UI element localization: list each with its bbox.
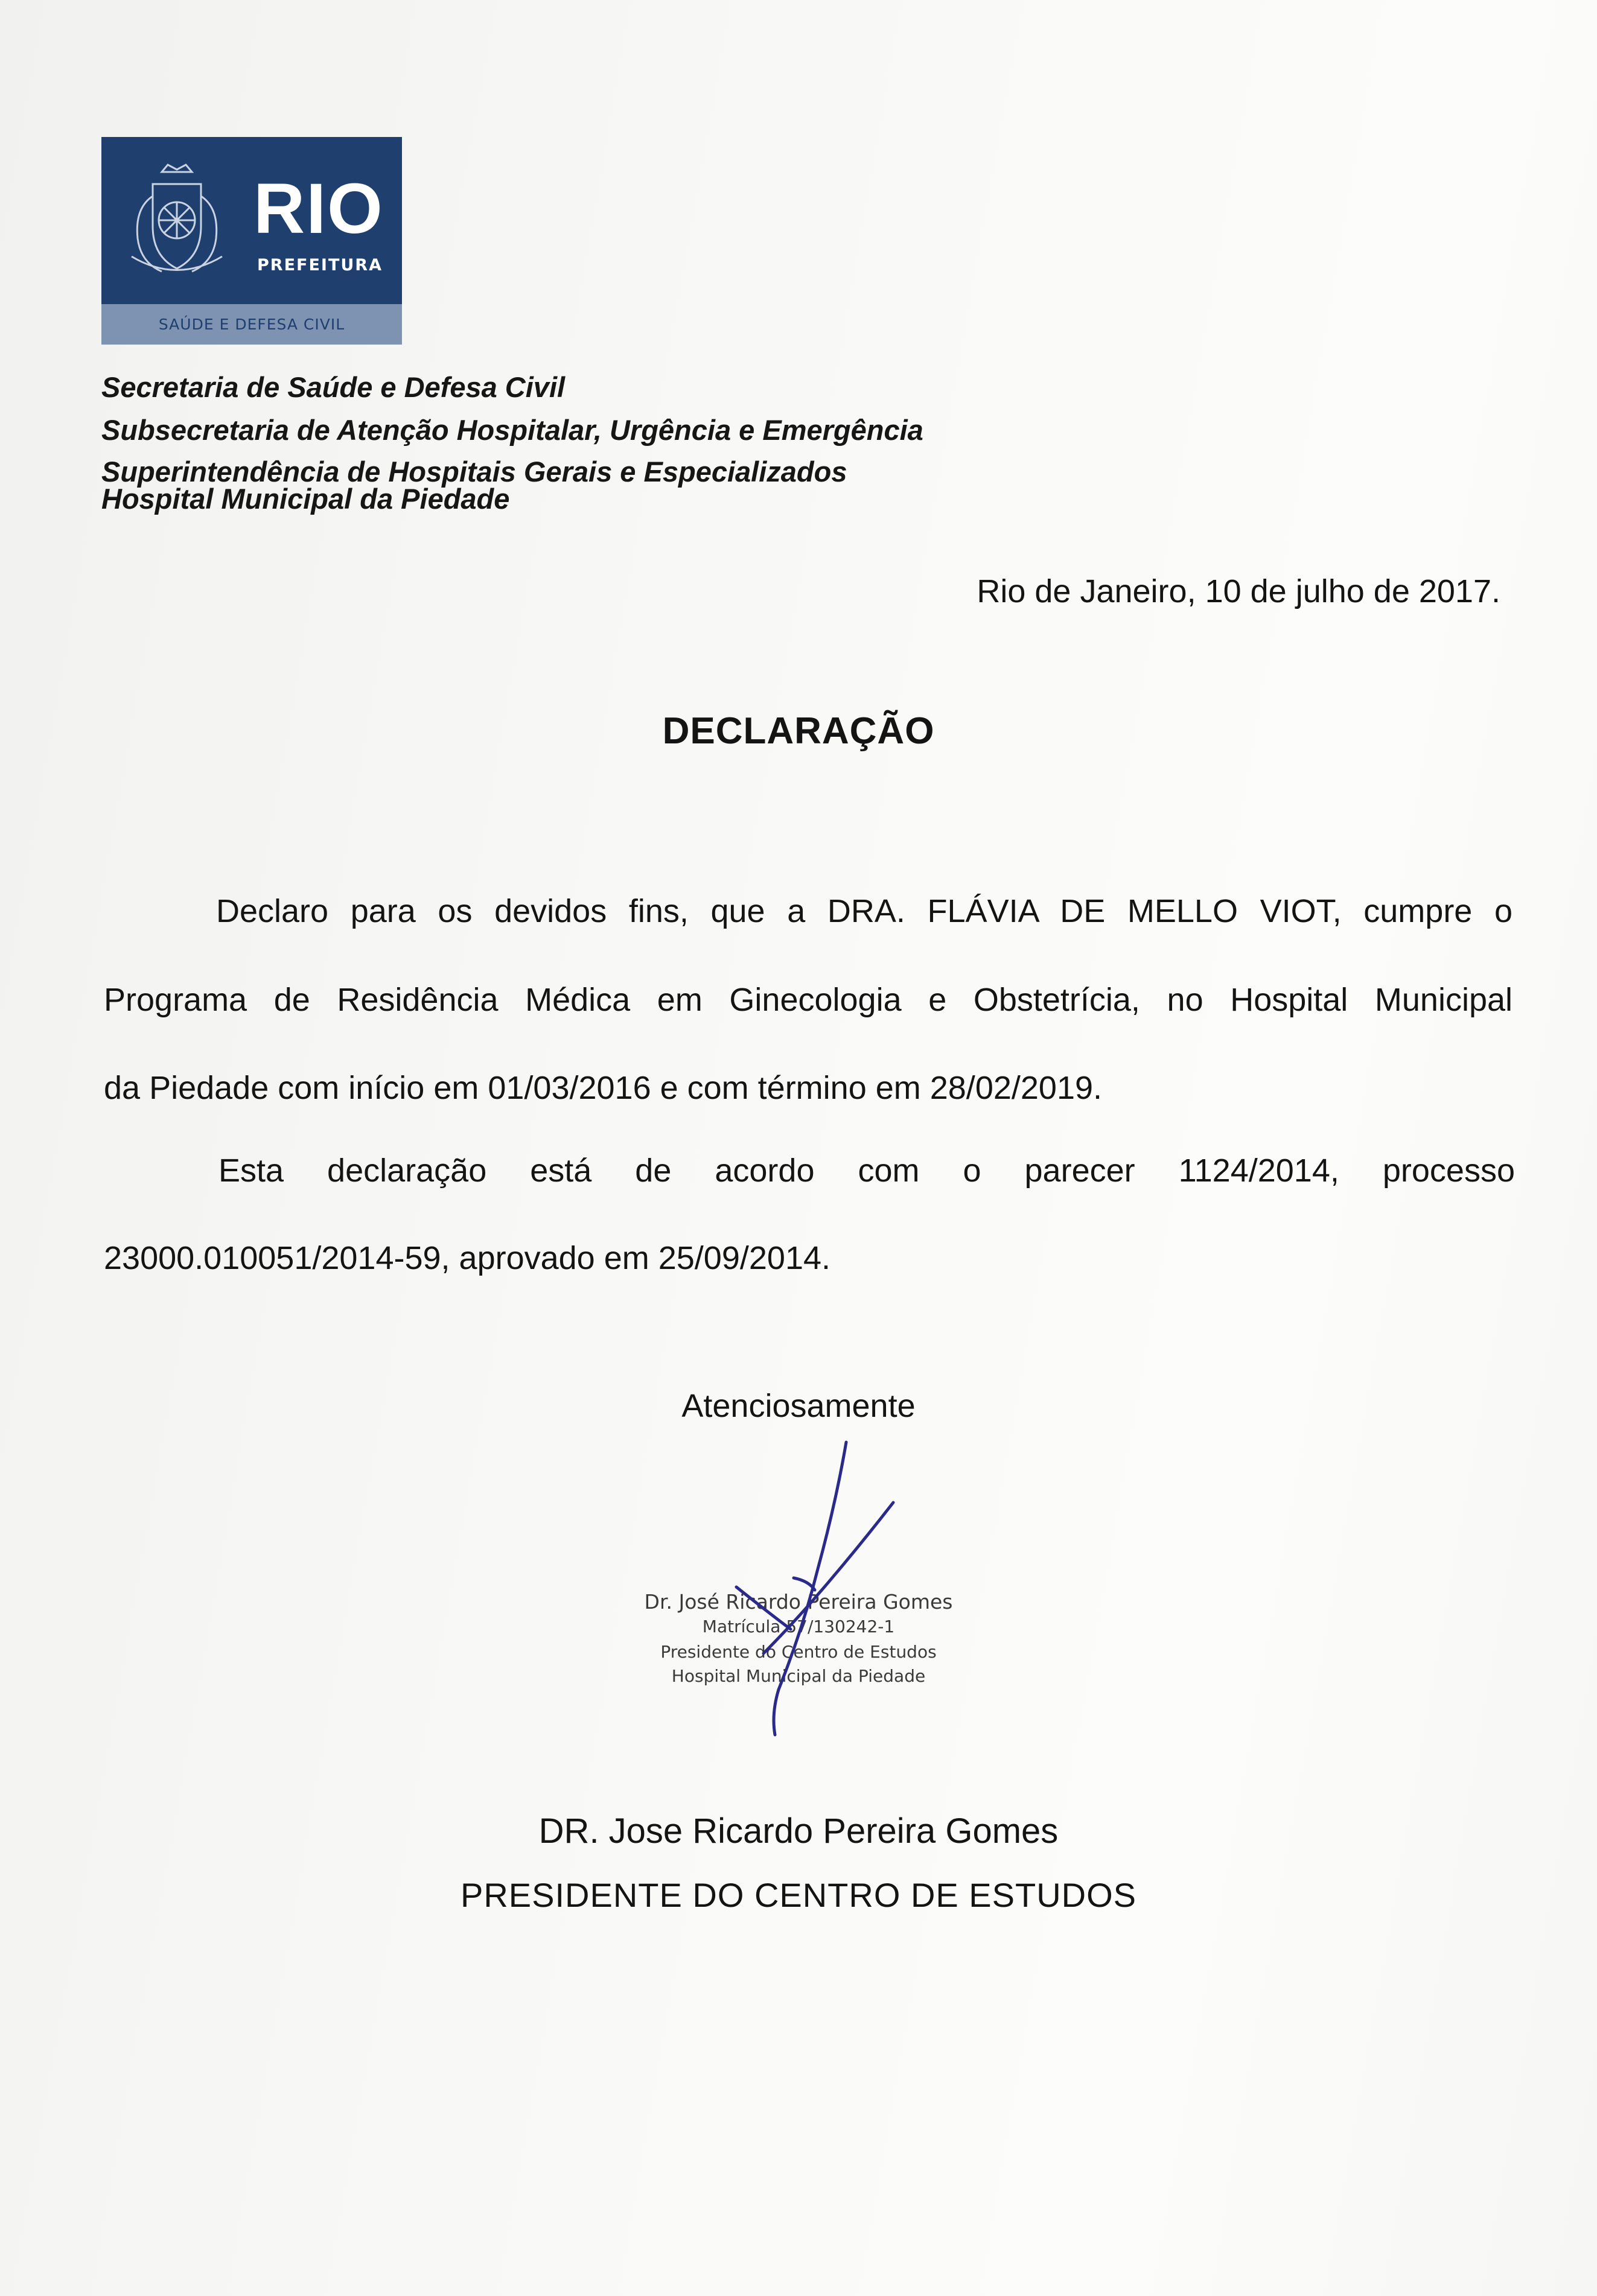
body-p2-line2: 23000.010051/2014-59, aprovado em 25/09/2014. [104,1240,831,1276]
body-p1-line2: Programa de Residência Médica em Ginecologia e Obstetrícia, no Hospital Municipal [104,982,1513,1018]
header-superintendencia: Superintendência de Hospitais Gerais e Especializados [101,456,847,488]
document-date: Rio de Janeiro, 10 de julho de 2017. [977,573,1500,609]
body-p1-line1 [216,892,1513,930]
body-p1-verb: cumpre o [1363,893,1513,929]
body-p1-name: FLÁVIA DE MELLO VIOT, [927,893,1342,929]
prefeitura-rio-logo [101,137,402,345]
stamp-name: Dr. José Ricardo Pereira Gomes [644,1590,953,1614]
closing-salutation: Atenciosamente [681,1388,916,1424]
stamp-role: Presidente do Centro de Estudos [660,1642,937,1662]
handwritten-signature [712,1430,917,1756]
stamp-institution: Hospital Municipal da Piedade [671,1666,926,1686]
logo-department-text: SAÚDE E DEFESA CIVIL [158,316,345,333]
stamp-registration: Matrícula 57/130242-1 [702,1617,895,1636]
body-p1-line3: da Piedade com início em 01/03/2016 e com término em 28/02/2019. [104,1070,1103,1106]
body-p1-intro: Declaro para os devidos fins, que a DRA. [216,893,905,929]
logo-brand-text: RIO [253,169,384,249]
document-title: DECLARAÇÃO [662,710,935,752]
signatory-name: DR. Jose Ricardo Pereira Gomes [538,1811,1059,1851]
coat-of-arms-icon [120,160,234,281]
signatory-role: PRESIDENTE DO CENTRO DE ESTUDOS [460,1876,1137,1914]
logo-top-panel [101,137,402,304]
header-hospital: Hospital Municipal da Piedade [101,483,510,515]
logo-department-band [101,304,402,345]
body-p2-line1: Esta declaração está de acordo com o parecer 1124/2014, processo [218,1153,1515,1189]
header-secretaria: Secretaria de Saúde e Defesa Civil [101,371,566,403]
header-subsecretaria: Subsecretaria de Atenção Hospitalar, Urgência e Emergência [101,414,923,446]
logo-subtitle-text: PREFEITURA [257,256,383,275]
